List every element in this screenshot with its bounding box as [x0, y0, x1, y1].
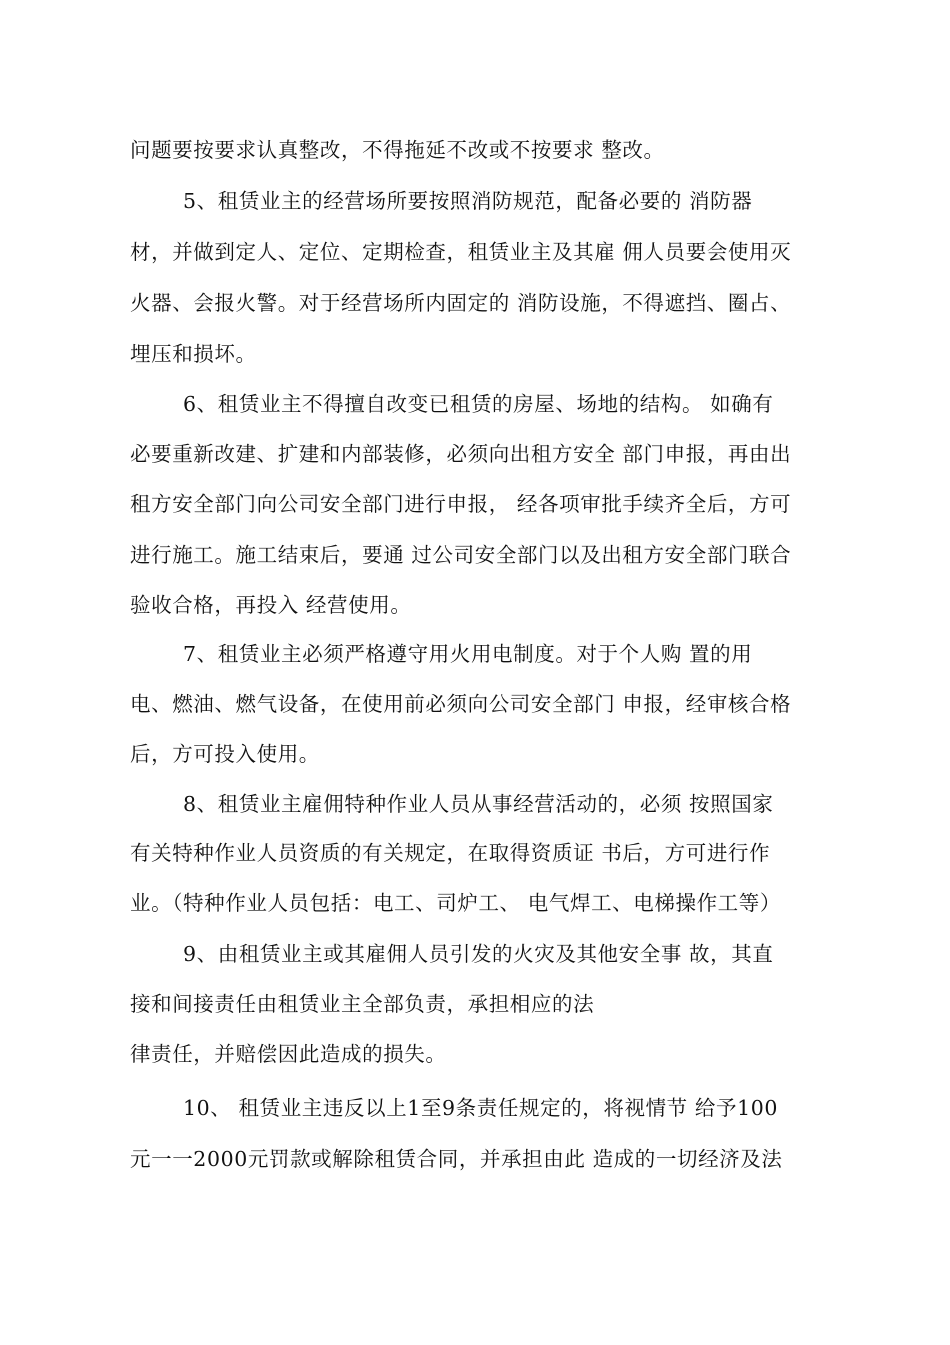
item-6-line-4: 进行施工。施工结束后，要通 过公司安全部门以及出租方安全部门联合 [130, 543, 792, 567]
item-6-line-1: 6、租赁业主不得擅自改变已租赁的房屋、场地的结构。 如确有 [183, 392, 774, 416]
item-5-line-4: 埋压和损坏。 [130, 342, 257, 366]
item-7-line-3: 后，方可投入使用。 [130, 742, 320, 766]
item-6-line-5: 验收合格，再投入 经营使用。 [130, 593, 412, 617]
text-line: 问题要按要求认真整改，不得拖延不改或不按要求 整改。 [130, 138, 665, 162]
item-5-line-1: 5、租赁业主的经营场所要按照消防规范，配备必要的 消防器 [183, 189, 753, 213]
item-9-line-2: 接和间接责任由租赁业主全部负责，承担相应的法 [130, 992, 595, 1016]
item-5-line-2: 材，并做到定人、定位、定期检查，租赁业主及其雇 佣人员要会使用灭 [130, 240, 792, 264]
item-7-line-1: 7、租赁业主必须严格遵守用火用电制度。对于个人购 置的用 [183, 642, 753, 666]
item-7-line-2: 电、燃油、燃气设备，在使用前必须向公司安全部门 申报，经审核合格 [130, 692, 792, 716]
item-6-line-3: 租方安全部门向公司安全部门进行申报， 经各项审批手续齐全后，方可 [130, 492, 792, 516]
item-10-line-2: 元一一2000元罚款或解除租赁合同，并承担由此 造成的一切经济及法 [130, 1147, 783, 1171]
item-5-line-3: 火器、会报火警。对于经营场所内固定的 消防设施，不得遮挡、圈占、 [130, 291, 792, 315]
item-8-line-3: 业。（特种作业人员包括：电工、司炉工、 电气焊工、电梯操作工等） [130, 891, 781, 915]
item-6-line-2: 必要重新改建、扩建和内部装修，必须向出租方安全 部门申报，再由出 [130, 442, 792, 466]
item-8-line-2: 有关特种作业人员资质的有关规定，在取得资质证 书后，方可进行作 [130, 841, 771, 865]
item-8-line-1: 8、租赁业主雇佣特种作业人员从事经营活动的，必须 按照国家 [183, 792, 774, 816]
item-10-line-1: 10、 租赁业主违反以上1至9条责任规定的，将视情节 给予100 [183, 1096, 779, 1120]
item-9-line-3: 律责任，并赔偿因此造成的损失。 [130, 1042, 447, 1066]
item-9-line-1: 9、由租赁业主或其雇佣人员引发的火灾及其他安全事 故，其直 [183, 942, 774, 966]
